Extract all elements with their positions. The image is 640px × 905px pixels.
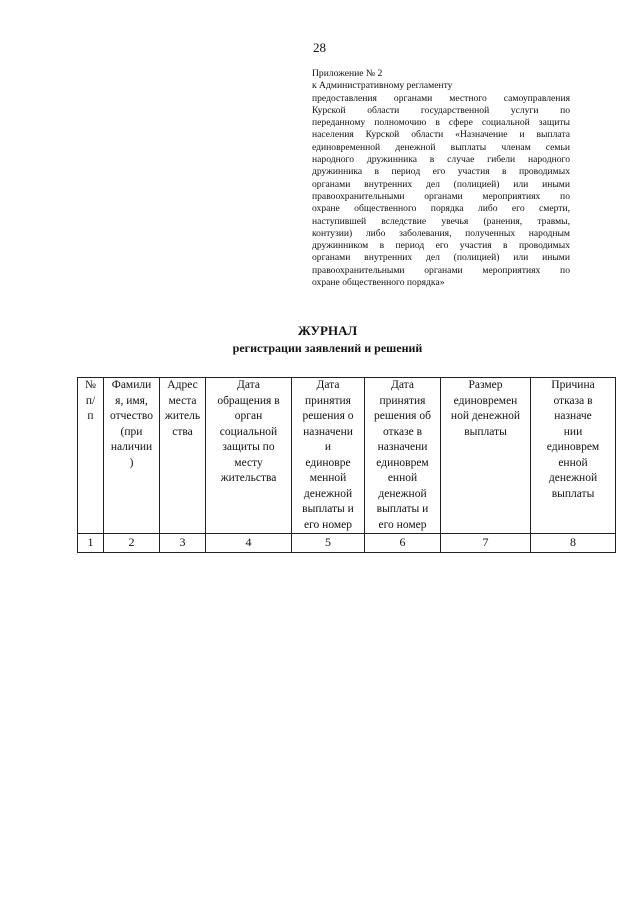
column-header-cell	[160, 378, 206, 534]
appendix-line: дружинника в период его участия в проводимых	[312, 166, 570, 178]
column-header-text: Фамили я, имя, отчество (при наличии )	[109, 379, 154, 469]
column-number-cell: 2	[104, 534, 160, 553]
appendix-line: дружинником в период его участия в проводимых	[312, 240, 570, 252]
appendix-line: населения Курской области «Назначение и выплата	[312, 129, 570, 141]
column-header-text: Размер единовремен ной денежной выплаты	[450, 379, 521, 438]
column-number-cell: 5	[292, 534, 365, 553]
column-header-text: № п/ п	[85, 379, 96, 422]
appendix-line: Приложение № 2	[312, 68, 383, 79]
column-header-cell	[365, 378, 441, 534]
column-header-cell	[441, 378, 531, 534]
appendix-line: предоставления органами местного самоуправления	[312, 92, 570, 104]
appendix-line: охране общественного порядка либо его смерти,	[312, 203, 570, 215]
appendix-line: контузии) либо заболевания, полученных народным	[312, 227, 570, 239]
column-header-cell	[206, 378, 292, 534]
column-header-cell	[292, 378, 365, 534]
column-header-text: Дата принятия решения о назначени и единовре менной денежной выплаты и его номер	[302, 379, 354, 531]
column-number-cell: 1	[78, 534, 104, 553]
appendix-line: правоохранительными органами мероприятиях по	[312, 190, 570, 202]
appendix-line: правоохранительными органами мероприятиях по	[312, 264, 570, 276]
column-number-cell: 3	[160, 534, 206, 553]
column-header-cell	[531, 378, 616, 534]
journal-table	[77, 377, 616, 553]
appendix-block	[312, 68, 570, 289]
column-number-cell: 4	[206, 534, 292, 553]
column-header-cell	[104, 378, 160, 534]
column-header-text: Адрес места житель ства	[164, 379, 201, 438]
appendix-line: единовременной денежной выплаты членам семьи	[312, 141, 570, 153]
appendix-line: переданному полномочию в сфере социальной защиты	[312, 117, 570, 129]
journal-title: ЖУРНАЛ	[297, 323, 358, 338]
column-header-text: Дата принятия решения об отказе в назначени единоврем енной денежной выплаты и его номер	[374, 379, 431, 531]
table-number-row	[78, 534, 616, 553]
appendix-line: наступившей вследствие увечья (ранения, травмы,	[312, 215, 570, 227]
appendix-line: народного дружинника в случае гибели народного	[312, 154, 570, 166]
appendix-line: охране общественного порядка»	[312, 277, 445, 289]
column-header-cell	[78, 378, 104, 534]
appendix-line: Курской области государственной услуги по	[312, 104, 570, 116]
column-header-text: Причина отказа в назначе нии единоврем енной денежной выплаты	[546, 379, 600, 500]
appendix-line: к Административному регламенту	[312, 80, 453, 92]
column-number-cell: 8	[531, 534, 616, 553]
column-number-cell: 7	[441, 534, 531, 553]
column-number-cell: 6	[365, 534, 441, 553]
page-number: 28	[313, 40, 326, 55]
appendix-line: органами внутренних дел (полицией) или иными	[312, 178, 570, 190]
appendix-line: органами внутренних дел (полицией) или иными	[312, 252, 570, 264]
column-header-text: Дата обращения в орган социальной защиты по месту жительства	[217, 379, 280, 484]
journal-subtitle: регистрации заявлений и решений	[232, 341, 423, 355]
table-header-row	[78, 378, 616, 534]
